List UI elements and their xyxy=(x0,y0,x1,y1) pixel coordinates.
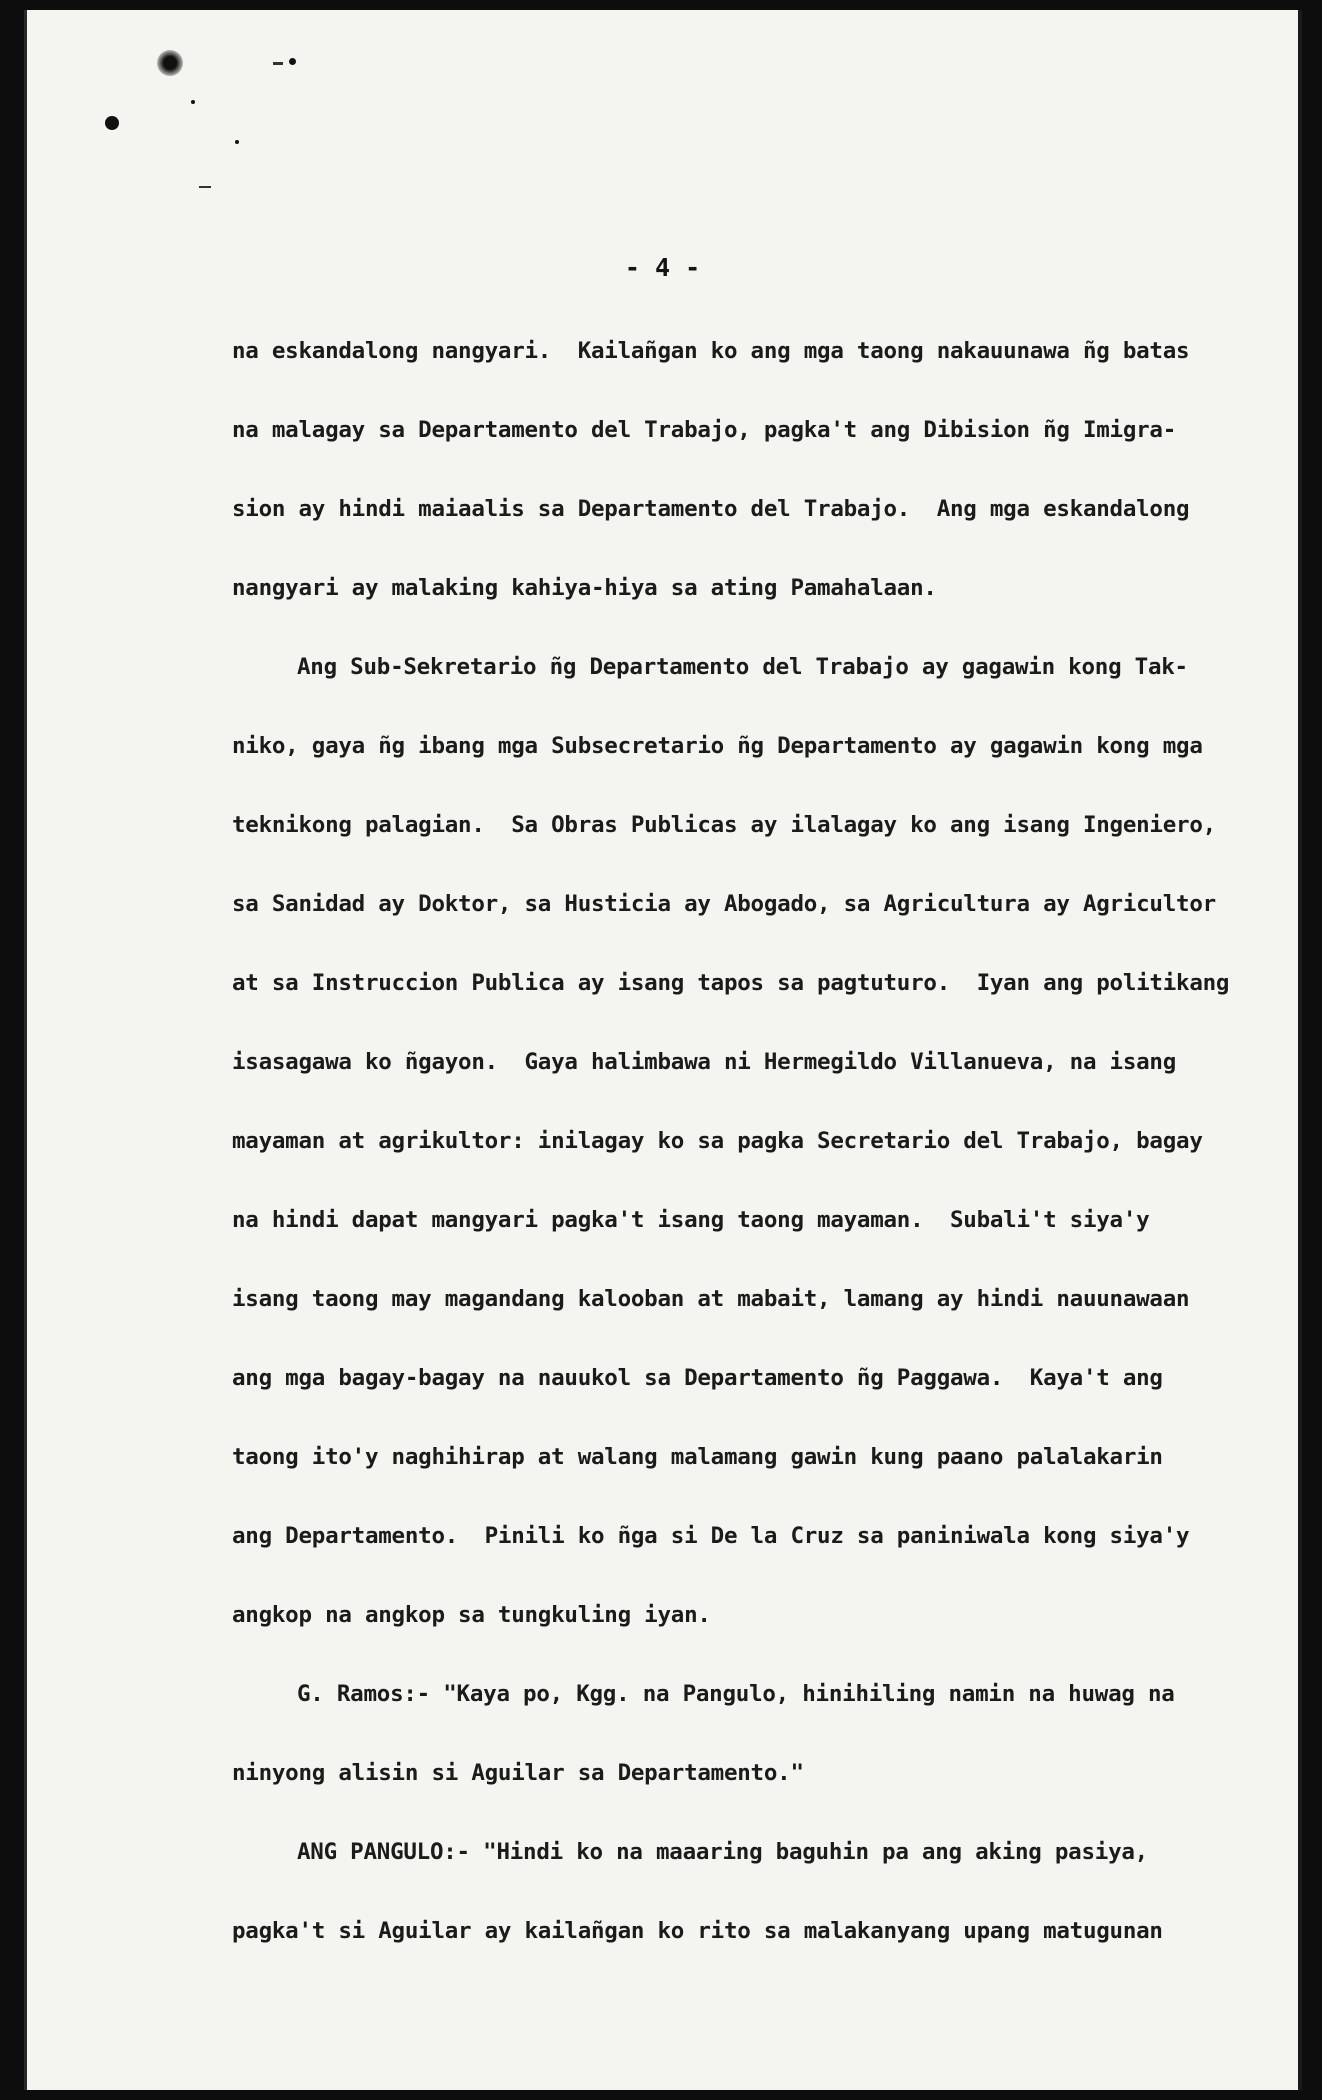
text-line: isasagawa ko ñgayon. Gaya halimbawa ni Hermegildo Villanueva, na isang xyxy=(232,1049,1177,1075)
text-line: sa Sanidad ay Doktor, sa Husticia ay Abogado, sa Agricultura ay Agricultor xyxy=(232,891,1216,917)
text-line: na eskandalong nangyari. Kailañgan ko ang mga taong nakauunawa ñg batas xyxy=(232,338,1190,364)
text-line: sion ay hindi maiaalis sa Departamento del Trabajo. Ang mga eskandalong xyxy=(232,496,1190,522)
body-text xyxy=(27,10,1298,2090)
text-line: Ang Sub-Sekretario ñg Departamento del Trabajo ay gagawin kong Tak- xyxy=(297,654,1188,680)
text-line: at sa Instruccion Publica ay isang tapos sa pagtuturo. Iyan ang politikang xyxy=(232,970,1230,996)
document-page xyxy=(24,10,1302,2090)
text-line: na hindi dapat mangyari pagka't isang taong mayaman. Subali't siya'y xyxy=(232,1207,1150,1233)
text-line: niko, gaya ñg ibang mga Subsecretario ñg Departamento ay gagawin kong mga xyxy=(232,733,1203,759)
text-line: ninyong alisin si Aguilar sa Departamento." xyxy=(232,1760,804,1786)
text-line: angkop na angkop sa tungkuling iyan. xyxy=(232,1602,711,1628)
text-line: pagka't si Aguilar ay kailañgan ko rito sa malakanyang upang matugunan xyxy=(232,1918,1163,1944)
text-line: ang mga bagay-bagay na nauukol sa Departamento ñg Paggawa. Kaya't ang xyxy=(232,1365,1163,1391)
text-line: ANG PANGULO:- "Hindi ko na maaaring baguhin pa ang aking pasiya, xyxy=(297,1839,1148,1865)
text-line: nangyari ay malaking kahiya-hiya sa ating Pamahalaan. xyxy=(232,575,937,601)
text-line: mayaman at agrikultor: inilagay ko sa pagka Secretario del Trabajo, bagay xyxy=(232,1128,1203,1154)
text-line: isang taong may magandang kalooban at mabait, lamang ay hindi nauunawaan xyxy=(232,1286,1190,1312)
text-line: taong ito'y naghihirap at walang malamang gawin kung paano palalakarin xyxy=(232,1444,1163,1470)
page-number: - 4 - xyxy=(624,253,701,282)
text-line: teknikong palagian. Sa Obras Publicas ay ilalagay ko ang isang Ingeniero, xyxy=(232,812,1216,838)
text-line: G. Ramos:- "Kaya po, Kgg. na Pangulo, hinihiling namin na huwag na xyxy=(297,1681,1175,1707)
text-line: na malagay sa Departamento del Trabajo, pagka't ang Dibision ñg Imigra- xyxy=(232,417,1177,443)
text-line: ang Departamento. Pinili ko ñga si De la Cruz sa paniniwala kong siya'y xyxy=(232,1523,1190,1549)
